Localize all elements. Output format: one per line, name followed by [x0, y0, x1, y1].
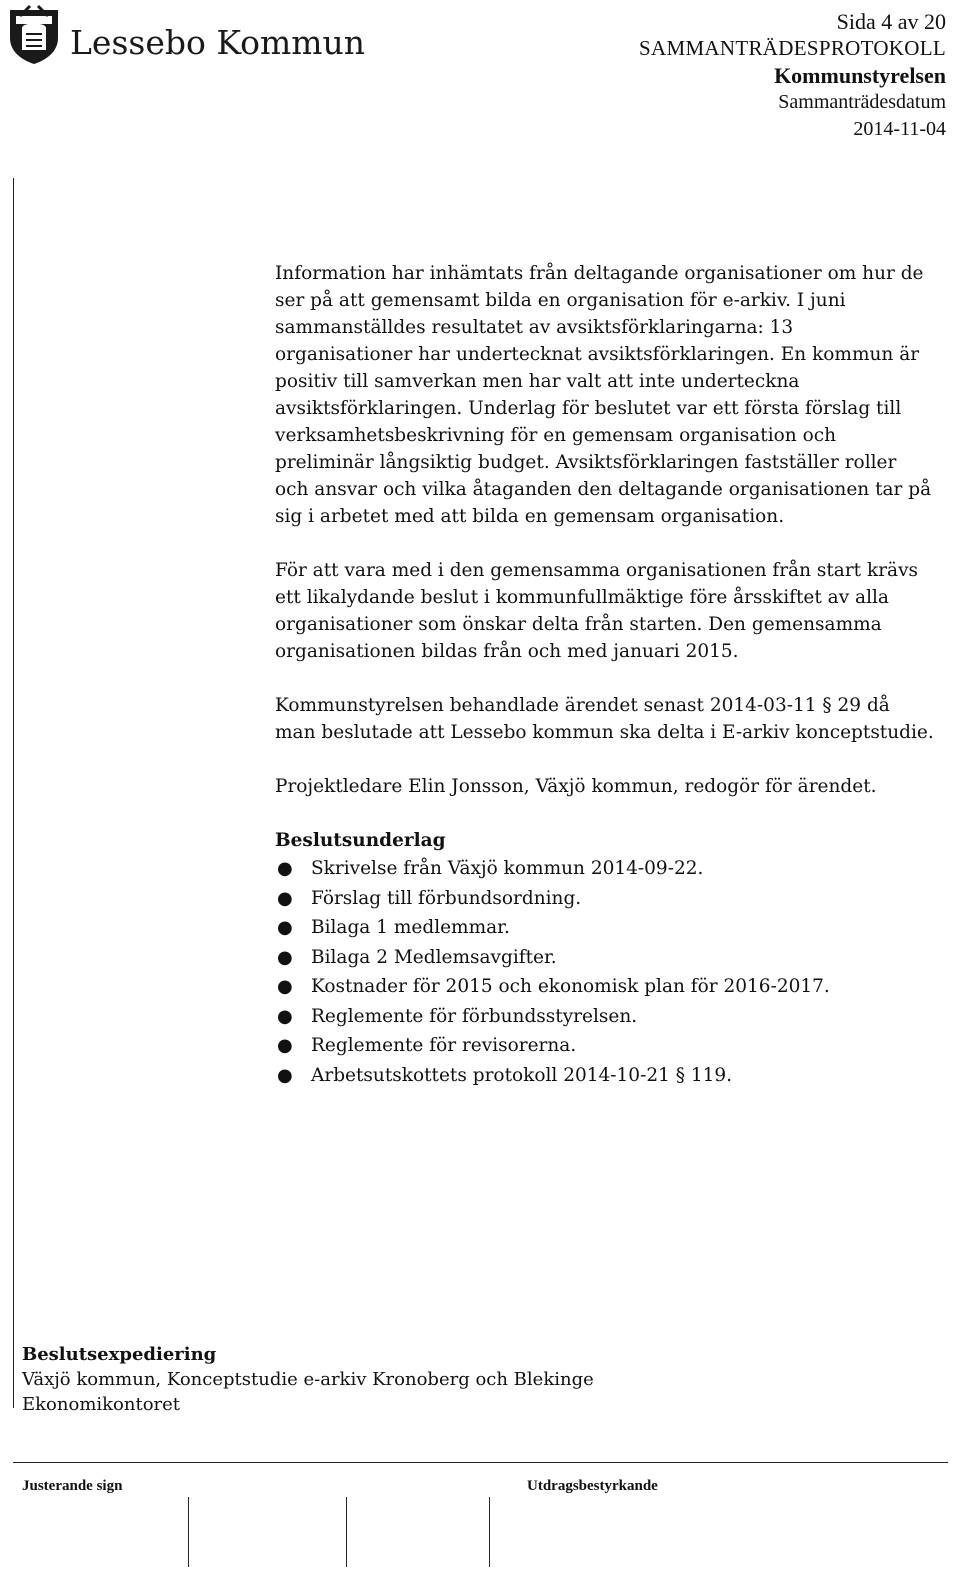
signature-divider [489, 1497, 490, 1567]
list-item: ● Reglemente för revisorerna. [275, 1031, 935, 1061]
body-paragraph: Information har inhämtats från deltagande organisationer om hur de ser på att gemensamt bilda en organisation för e-arkiv. I juni sammanställdes resultatet av avsiktsförklaringarna: 13 organisationer har undertecknat avsiktsförklaringen. En kommun är positiv till samverkan men har valt att inte underteckna avsiktsförklaringen. Underlag för beslutet var ett första förslag till verksamhetsbeskrivning för en gemensam organisation och preliminär långsiktig budget. Avsiktsförklaringen fastställer roller och ansvar och vilka åtaganden den deltagande organisationen tar på sig i arbetet med att bilda en gemensam organisation. [275, 263, 932, 527]
utdragsbestyrkande-label: Utdragsbestyrkande [527, 1478, 658, 1494]
body-paragraph: Projektledare Elin Jonsson, Växjö kommun, redogör för ärendet. [275, 776, 877, 797]
body-paragraph: Kommunstyrelsen behandlade ärendet senast 2014-03-11 § 29 då man beslutade att Lessebo kommun ska delta i E-arkiv konceptstudie. [275, 695, 934, 743]
page-number: Sida 4 av 20 [836, 9, 946, 34]
list-item: ● Förslag till förbundsordning. [275, 884, 935, 914]
decision-basis-list [275, 854, 935, 1090]
body-paragraph: För att vara med i den gemensamma organisationen från start krävs ett likalydande beslut i kommunfullmäktige före årsskiftet av alla organisationer som önskar delta från starten. Den gemensamma organisationen bildas från och med januari 2015. [275, 560, 919, 662]
bullet-icon: ● [277, 1035, 293, 1056]
decision-basis-heading: Beslutsunderlag [275, 830, 446, 851]
expedition-heading: Beslutsexpediering [22, 1344, 217, 1365]
list-item: ● Arbetsutskottets protokoll 2014-10-21 § 119. [275, 1061, 935, 1091]
signature-divider [346, 1497, 347, 1567]
board-name: Kommunstyrelsen [774, 63, 946, 88]
bullet-icon: ● [277, 946, 293, 968]
bullet-icon: ● [277, 858, 293, 879]
list-item: ● Bilaga 1 medlemmar. [275, 913, 935, 943]
list-item: ● Skrivelse från Växjö kommun 2014-09-22. [275, 854, 935, 884]
expedition-line: Växjö kommun, Konceptstudie e-arkiv Kronoberg och Blekinge [22, 1369, 594, 1390]
bullet-icon: ● [277, 917, 293, 938]
footer-rule [13, 1462, 948, 1463]
signature-divider [188, 1497, 189, 1567]
list-item: ● Kostnader för 2015 och ekonomisk plan för 2016-2017. [275, 972, 935, 1002]
bullet-icon: ● [277, 976, 293, 997]
municipality-logo [6, 4, 366, 66]
left-margin-rule [13, 178, 14, 1408]
list-item: ● Bilaga 2 Medlemsavgifter. [275, 943, 935, 973]
meeting-date-label: Sammanträdesdatum [778, 91, 946, 113]
justerande-sign-label: Justerande sign [22, 1478, 123, 1494]
meeting-date: 2014-11-04 [853, 118, 946, 140]
list-item: ● Reglemente för förbundsstyrelsen. [275, 1002, 935, 1032]
expedition-line: Ekonomikontoret [22, 1394, 181, 1415]
protocol-body [275, 260, 935, 1090]
document-header [639, 8, 946, 143]
bullet-icon: ● [277, 887, 293, 909]
bullet-icon: ● [277, 1005, 293, 1027]
bullet-icon: ● [277, 1064, 293, 1086]
document-type: SAMMANTRÄDESPROTOKOLL [639, 36, 946, 60]
coat-of-arms-icon [6, 4, 366, 66]
logo-wordmark: Lessebo Kommun [70, 23, 366, 62]
decision-expedition [22, 1342, 922, 1417]
